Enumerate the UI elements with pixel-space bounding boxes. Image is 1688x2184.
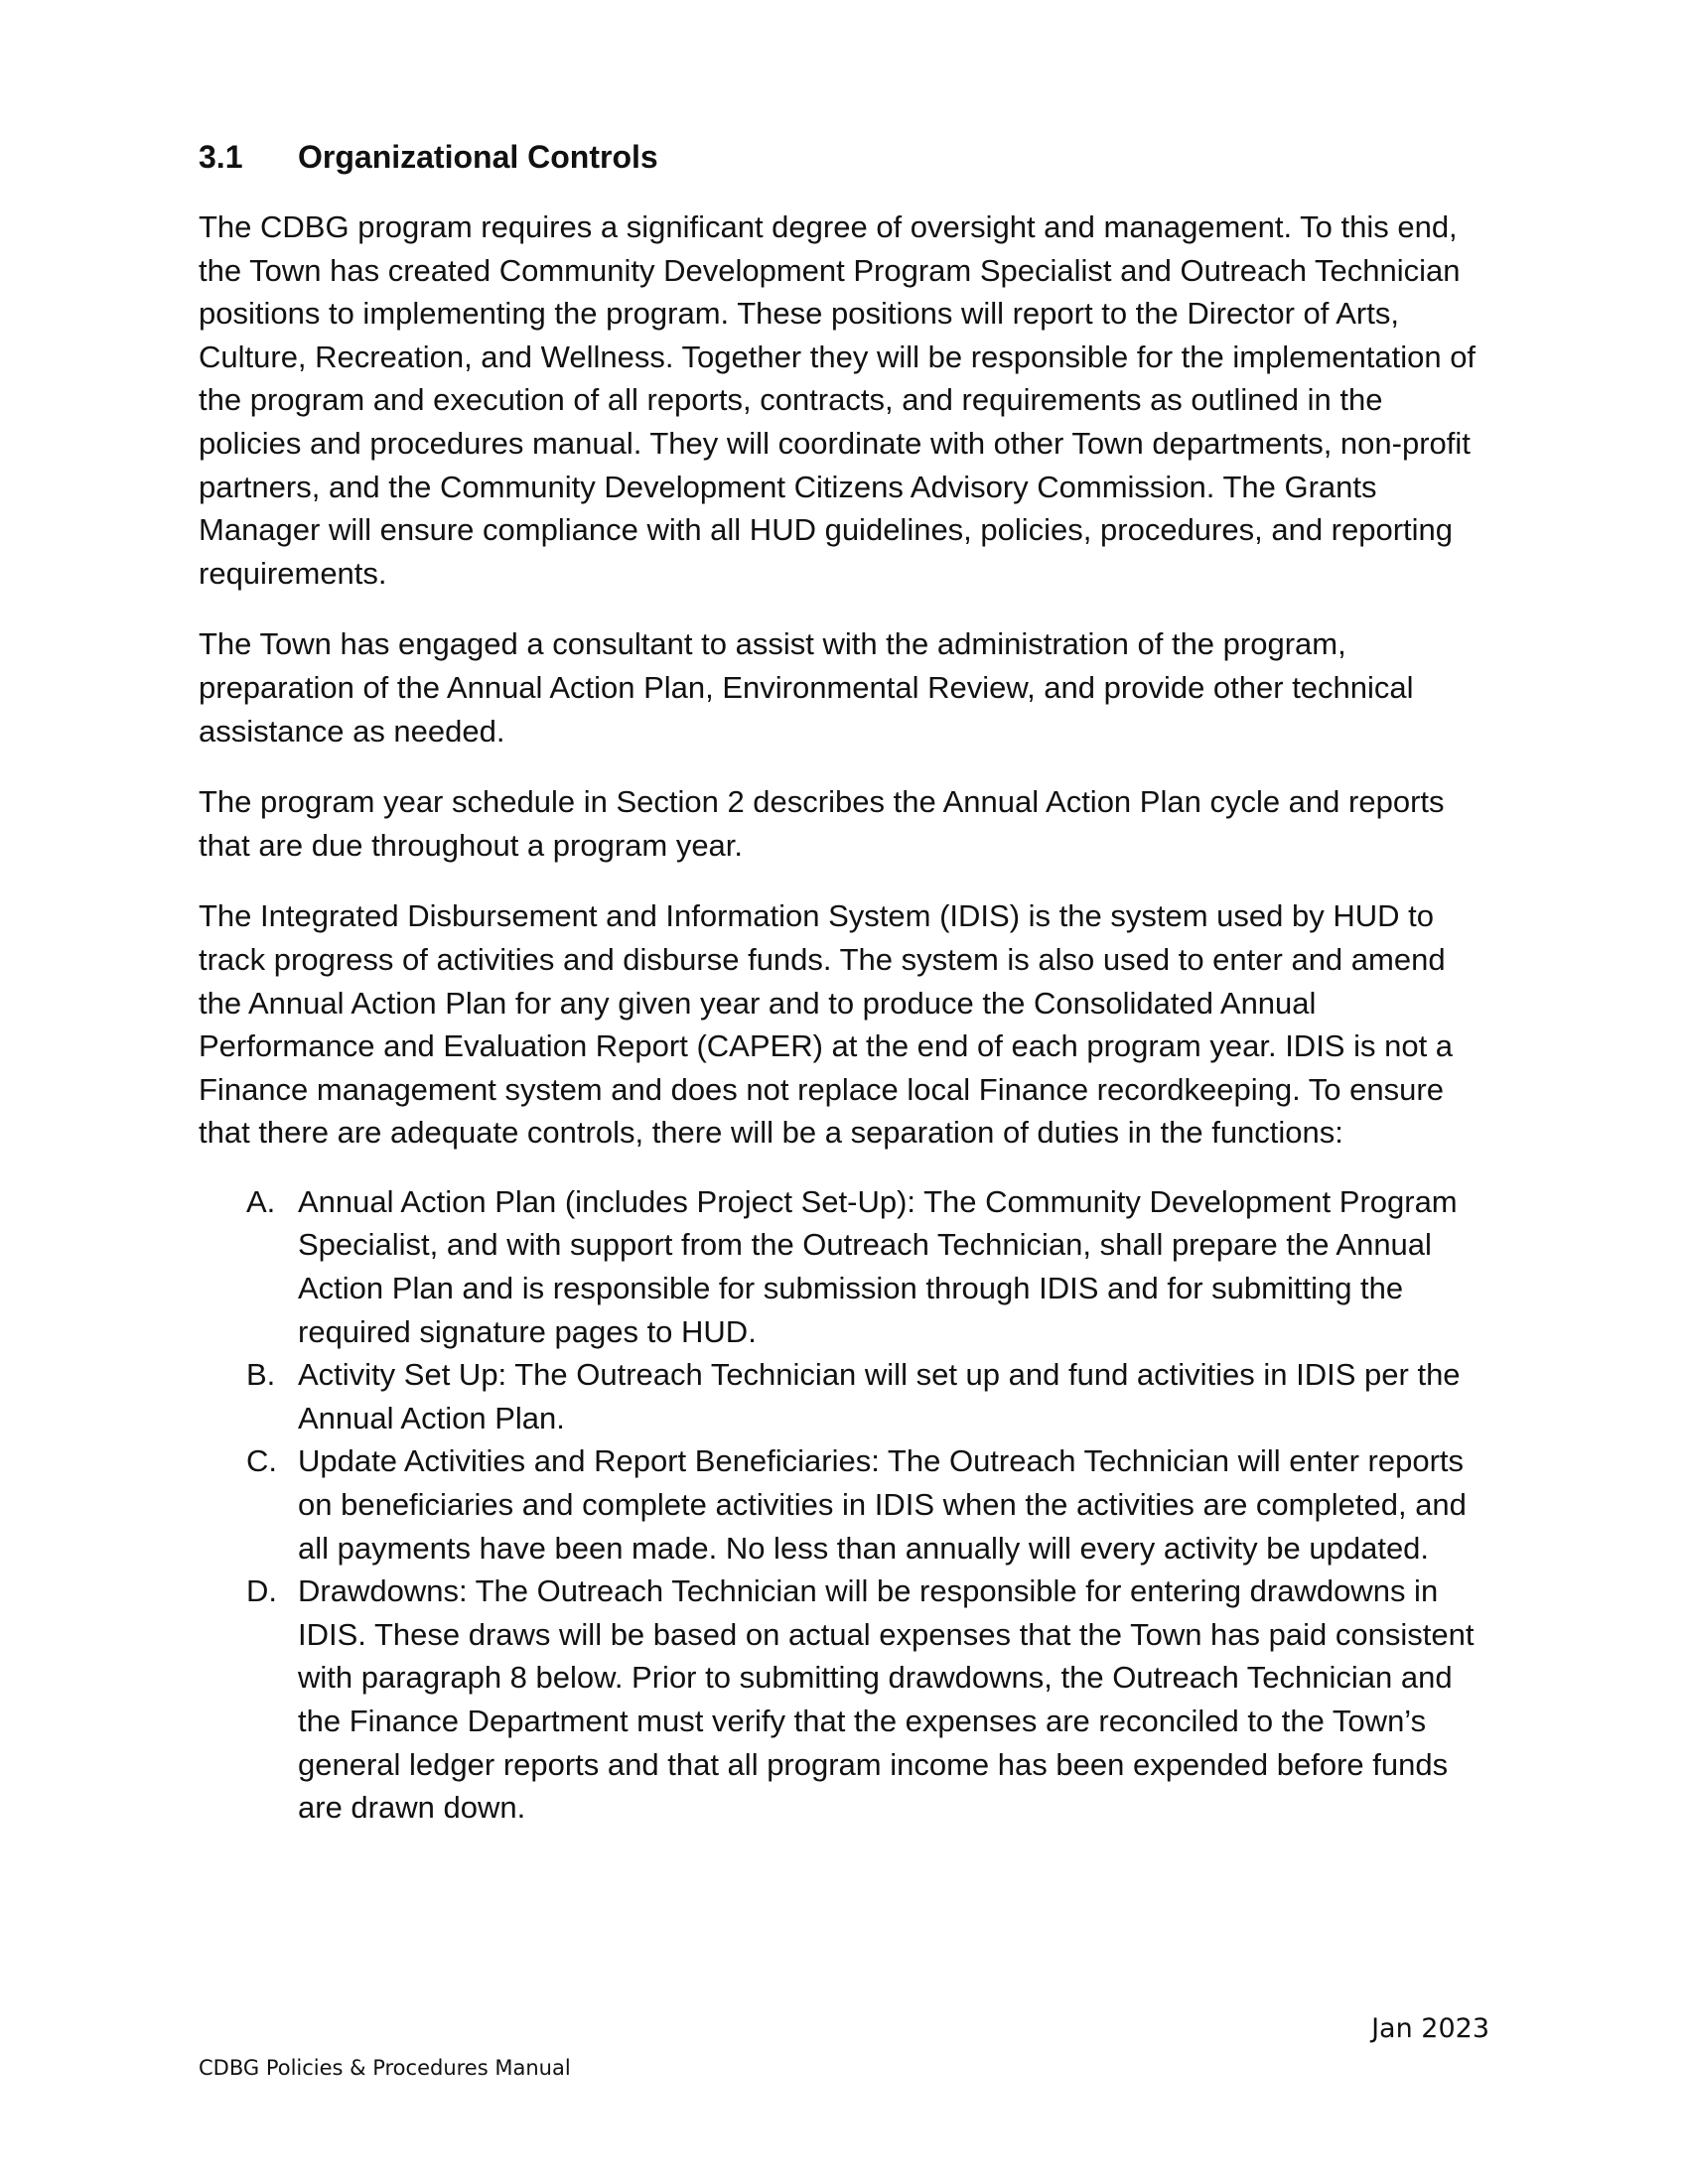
list-marker: C. [246,1443,277,1479]
list-marker: D. [246,1573,277,1609]
section-heading [199,137,658,177]
footer-manual-title: CDBG Policies & Procedures Manual [199,2056,571,2080]
section-number: 3.1 [199,139,243,175]
list-item [199,1570,1489,1830]
paragraph-schedule: The program year schedule in Section 2 describes the Annual Action Plan cycle and reports that are due throughout a program year. [199,784,1445,863]
duties-list [199,1180,1489,1830]
list-item-text: Update Activities and Report Beneficiaries: The Outreach Technician will enter reports on beneficiaries and complete activities in IDIS when the activities are completed, and all payments have been made. No less than annually will every activity be updated. [298,1443,1467,1566]
paragraph-oversight: The CDBG program requires a significant degree of oversight and management. To this end, the Town has created Community Development Program Specialist and Outreach Technician positions to implementing the program. These positions will report to the Director of Arts, Culture, Recreation, and Wellness. Together they will be responsible for the implementation of the program and execution of all reports, contracts, and requirements as outlined in the policies and procedures manual. They will coordinate with other Town departments, non-profit partners, and the Community Development Citizens Advisory Commission. The Grants Manager will ensure compliance with all HUD guidelines, policies, procedures, and reporting requirements. [199,209,1477,591]
list-item-text: Drawdowns: The Outreach Technician will be responsible for entering drawdowns in IDIS. These draws will be based on actual expenses that the Town has paid consistent with paragraph 8 below. Prior to submitting drawdowns, the Outreach Technician and the Finance Department must verify that the expenses are reconciled to the Town’s general ledger reports and that all program income has been expended before funds are drawn down. [298,1573,1475,1826]
paragraph-consultant: The Town has engaged a consultant to assist with the administration of the program, preparation of the Annual Action Plan, Environmental Review, and provide other technical assistance as needed. [199,626,1414,749]
list-marker: B. [246,1357,276,1393]
list-marker: A. [246,1183,276,1219]
document-body [199,205,1489,1830]
section-title: Organizational Controls [298,139,658,175]
list-item-text: Activity Set Up: The Outreach Technician will set up and fund activities in IDIS per the Annual Action Plan. [298,1357,1461,1435]
list-item [199,1353,1489,1439]
list-item [199,1180,1489,1353]
paragraph-idis: The Integrated Disbursement and Information System (IDIS) is the system used by HUD to track progress of activities and disburse funds. The system is also used to enter and amend the Annual Action Plan for any given year and to produce the Consolidated Annual Performance and Evaluation Report (CAPER) at the end of each program year. IDIS is not a Finance management system and does not replace local Finance recordkeeping. To ensure that there are adequate controls, there will be a separation of duties in the functions: [199,898,1454,1151]
list-item [199,1439,1489,1570]
list-item-text: Annual Action Plan (includes Project Set-Up): The Community Development Program Specialist, and with support from the Outreach Technician, shall prepare the Annual Action Plan and is responsible for submission through IDIS and for submitting the required signature pages to HUD. [298,1183,1458,1349]
footer-date: Jan 2023 [1371,2013,1489,2044]
